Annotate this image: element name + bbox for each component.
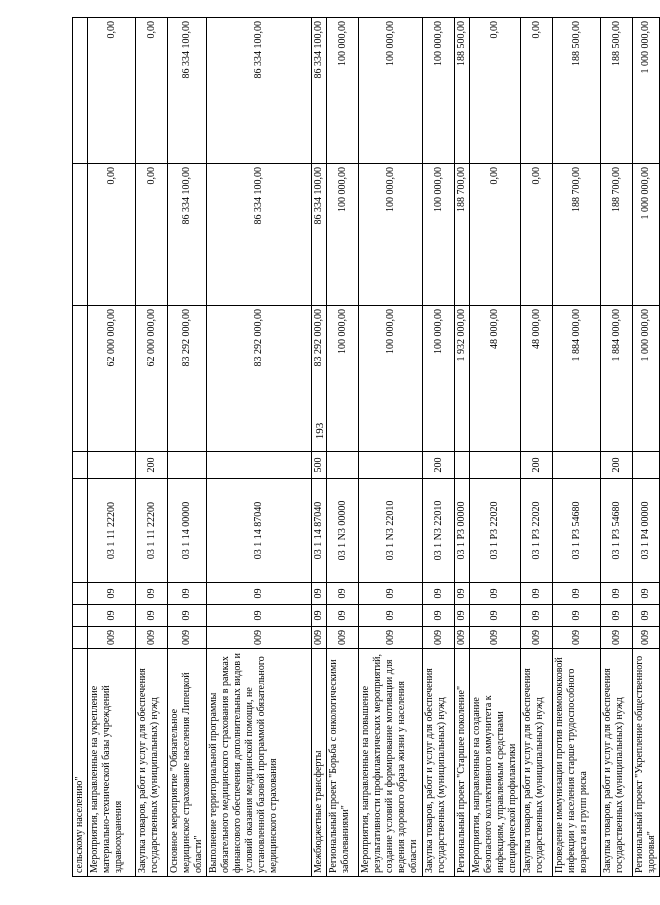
table-row	[312, 18, 327, 877]
cell-sum-2: 100 000,00	[359, 164, 423, 306]
cell-ved: 009	[633, 627, 660, 649]
table-row	[207, 18, 312, 877]
cell-sum-2: 100 000,00	[423, 164, 455, 306]
cell-sum-3: 0,00	[521, 18, 553, 164]
cell-ved: 009	[312, 627, 327, 649]
cell-sum-1: 48 000,00	[521, 306, 553, 452]
cell-sum-3: 86 334 100,00	[168, 18, 207, 164]
cell-name: сельскому населению"	[73, 649, 88, 877]
cell-name: Проведение иммунизации против пневмококковой инфекции у населения старше трудоспособного возраста из групп риска	[553, 649, 601, 877]
cell-csr: 03 1 N3 22010	[359, 479, 423, 583]
cell-csr: 03 1 N3 22010	[423, 479, 455, 583]
cell-sum-1: 1 884 000,00	[601, 306, 633, 452]
table-row	[601, 18, 633, 877]
cell-vr: 500	[312, 452, 327, 479]
table-row	[168, 18, 207, 877]
cell-csr: 03 1 14 00000	[168, 479, 207, 583]
cell-sum-3: 100 000,00	[359, 18, 423, 164]
cell-sum-1: 62 000 000,00	[136, 306, 168, 452]
cell-rz: 09	[207, 605, 312, 627]
cell-sum-2: 0,00	[470, 164, 521, 306]
cell-sum-2: 0,00	[521, 164, 553, 306]
cell-rz: 09	[359, 605, 423, 627]
cell-vr: 200	[423, 452, 455, 479]
cell-ved: 009	[207, 627, 312, 649]
cell-pr	[73, 583, 88, 605]
cell-name: Мероприятия, направленные на повышение результативности профилактических мероприятий, создание условий и формирование мотивации для ведения здорового образа жизни у населения области	[359, 649, 423, 877]
cell-ved: 009	[470, 627, 521, 649]
cell-vr	[553, 452, 601, 479]
cell-pr: 09	[633, 583, 660, 605]
cell-vr: 200	[136, 452, 168, 479]
table-row	[136, 18, 168, 877]
cell-sum-1: 83 292 000,00	[312, 306, 327, 452]
cell-name: Выполнение территориальной программы обязательного медицинского страхования в рамках финансового обеспечения дополнительных видов и условий оказания медицинской помощи, не установленной базовой программой обязательного медицинского страхования	[207, 649, 312, 877]
cell-sum-3: 188 500,00	[601, 18, 633, 164]
cell-sum-1: 83 292 000,00	[207, 306, 312, 452]
cell-vr	[168, 452, 207, 479]
cell-sum-2: 188 700,00	[455, 164, 470, 306]
cell-name: Региональный проект "Борьба с онкологическими заболеваниями"	[327, 649, 359, 877]
cell-sum-3: 0,00	[136, 18, 168, 164]
table-row	[73, 18, 88, 877]
cell-sum-2: 1 000 000,00	[633, 164, 660, 306]
cell-csr: 03 1 P3 54680	[553, 479, 601, 583]
cell-sum-3: 0,00	[470, 18, 521, 164]
cell-sum-3: 100 000,00	[423, 18, 455, 164]
cell-pr: 09	[553, 583, 601, 605]
cell-name: Основное мероприятие "Обязательное медицинское страхование населения Липецкой области"	[168, 649, 207, 877]
cell-sum-1: 1 884 000,00	[553, 306, 601, 452]
table-body	[73, 18, 660, 877]
cell-rz: 09	[455, 605, 470, 627]
cell-sum-1: 1 932 000,00	[455, 306, 470, 452]
table-row	[553, 18, 601, 877]
cell-sum-2	[73, 164, 88, 306]
cell-csr	[73, 479, 88, 583]
cell-vr	[327, 452, 359, 479]
cell-sum-1: 100 000,00	[359, 306, 423, 452]
cell-ved: 009	[327, 627, 359, 649]
cell-name: Мероприятия, направленные на укрепление материально-технической базы учреждений здравоохранения	[88, 649, 136, 877]
cell-rz: 09	[601, 605, 633, 627]
cell-sum-1: 100 000,00	[327, 306, 359, 452]
cell-csr: 03 1 P3 22020	[521, 479, 553, 583]
cell-pr: 09	[455, 583, 470, 605]
cell-sum-3: 86 334 100,00	[207, 18, 312, 164]
cell-sum-1: 1 000 000,00	[633, 306, 660, 452]
table-row	[470, 18, 521, 877]
cell-ved	[73, 627, 88, 649]
cell-vr: 200	[521, 452, 553, 479]
cell-pr: 09	[168, 583, 207, 605]
cell-csr: 03 1 P4 00000	[633, 479, 660, 583]
cell-rz: 09	[136, 605, 168, 627]
cell-pr: 09	[327, 583, 359, 605]
table-row	[327, 18, 359, 877]
cell-sum-2: 0,00	[88, 164, 136, 306]
cell-sum-2: 188 700,00	[553, 164, 601, 306]
cell-sum-2: 86 334 100,00	[168, 164, 207, 306]
cell-ved: 009	[168, 627, 207, 649]
cell-vr	[88, 452, 136, 479]
cell-vr	[207, 452, 312, 479]
cell-rz	[73, 605, 88, 627]
cell-ved: 009	[455, 627, 470, 649]
cell-rz: 09	[312, 605, 327, 627]
cell-name: Мероприятия, направленные на создание безопасного коллективного иммунитета к инфекциям, управляемым средствами специфической профилактики	[470, 649, 521, 877]
cell-sum-3: 0,00	[88, 18, 136, 164]
cell-csr: 03 1 P3 00000	[455, 479, 470, 583]
cell-pr: 09	[136, 583, 168, 605]
cell-pr: 09	[312, 583, 327, 605]
cell-csr: 03 1 11 22200	[88, 479, 136, 583]
table-row	[88, 18, 136, 877]
cell-vr	[455, 452, 470, 479]
cell-name: Региональный проект "Старшее поколение"	[455, 649, 470, 877]
cell-pr: 09	[470, 583, 521, 605]
cell-sum-2: 0,00	[136, 164, 168, 306]
cell-sum-2: 100 000,00	[327, 164, 359, 306]
cell-vr	[73, 452, 88, 479]
cell-csr: 03 1 14 87040	[207, 479, 312, 583]
cell-csr: 03 1 P3 22020	[470, 479, 521, 583]
cell-pr: 09	[88, 583, 136, 605]
cell-rz: 09	[327, 605, 359, 627]
cell-sum-2: 86 334 100,00	[207, 164, 312, 306]
budget-table	[72, 17, 660, 877]
cell-csr: 03 1 P3 54680	[601, 479, 633, 583]
cell-sum-1: 100 000,00	[423, 306, 455, 452]
table-row	[455, 18, 470, 877]
cell-pr: 09	[423, 583, 455, 605]
cell-sum-1: 62 000 000,00	[88, 306, 136, 452]
cell-sum-3: 86 334 100,00	[312, 18, 327, 164]
cell-sum-1	[73, 306, 88, 452]
page-number: 193	[314, 422, 326, 440]
cell-csr: 03 1 11 22200	[136, 479, 168, 583]
table-row	[423, 18, 455, 877]
table-row	[521, 18, 553, 877]
cell-vr	[470, 452, 521, 479]
cell-name: Закупка товаров, работ и услуг для обеспечения государственных (муниципальных) нужд	[136, 649, 168, 877]
cell-sum-3: 100 000,00	[327, 18, 359, 164]
cell-pr: 09	[207, 583, 312, 605]
cell-name: Закупка товаров, работ и услуг для обеспечения государственных (муниципальных) нужд	[521, 649, 553, 877]
cell-rz: 09	[423, 605, 455, 627]
cell-name: Закупка товаров, работ и услуг для обеспечения государственных (муниципальных) нужд	[601, 649, 633, 877]
cell-pr: 09	[601, 583, 633, 605]
table-row	[633, 18, 660, 877]
cell-vr	[633, 452, 660, 479]
cell-sum-3: 188 500,00	[455, 18, 470, 164]
cell-sum-3	[73, 18, 88, 164]
cell-sum-1: 48 000,00	[470, 306, 521, 452]
cell-sum-2: 86 334 100,00	[312, 164, 327, 306]
cell-rz: 09	[168, 605, 207, 627]
cell-name: Межбюджетные трансферты	[312, 649, 327, 877]
cell-rz: 09	[633, 605, 660, 627]
cell-rz: 09	[470, 605, 521, 627]
cell-ved: 009	[359, 627, 423, 649]
cell-rz: 09	[553, 605, 601, 627]
cell-ved: 009	[521, 627, 553, 649]
cell-name: Региональный проект "Укрепление общественного здоровья"	[633, 649, 660, 877]
cell-ved: 009	[88, 627, 136, 649]
table-row	[359, 18, 423, 877]
cell-sum-1: 83 292 000,00	[168, 306, 207, 452]
cell-vr	[359, 452, 423, 479]
cell-sum-3: 188 500,00	[553, 18, 601, 164]
cell-pr: 09	[521, 583, 553, 605]
cell-name: Закупка товаров, работ и услуг для обеспечения государственных (муниципальных) нужд	[423, 649, 455, 877]
cell-ved: 009	[423, 627, 455, 649]
cell-ved: 009	[136, 627, 168, 649]
cell-pr: 09	[359, 583, 423, 605]
cell-rz: 09	[88, 605, 136, 627]
cell-ved: 009	[553, 627, 601, 649]
cell-vr: 200	[601, 452, 633, 479]
cell-ved: 009	[601, 627, 633, 649]
cell-csr: 03 1 14 87040	[312, 479, 327, 583]
cell-sum-2: 188 700,00	[601, 164, 633, 306]
cell-rz: 09	[521, 605, 553, 627]
cell-csr: 03 1 N3 00000	[327, 479, 359, 583]
cell-sum-3: 1 000 000,00	[633, 18, 660, 164]
